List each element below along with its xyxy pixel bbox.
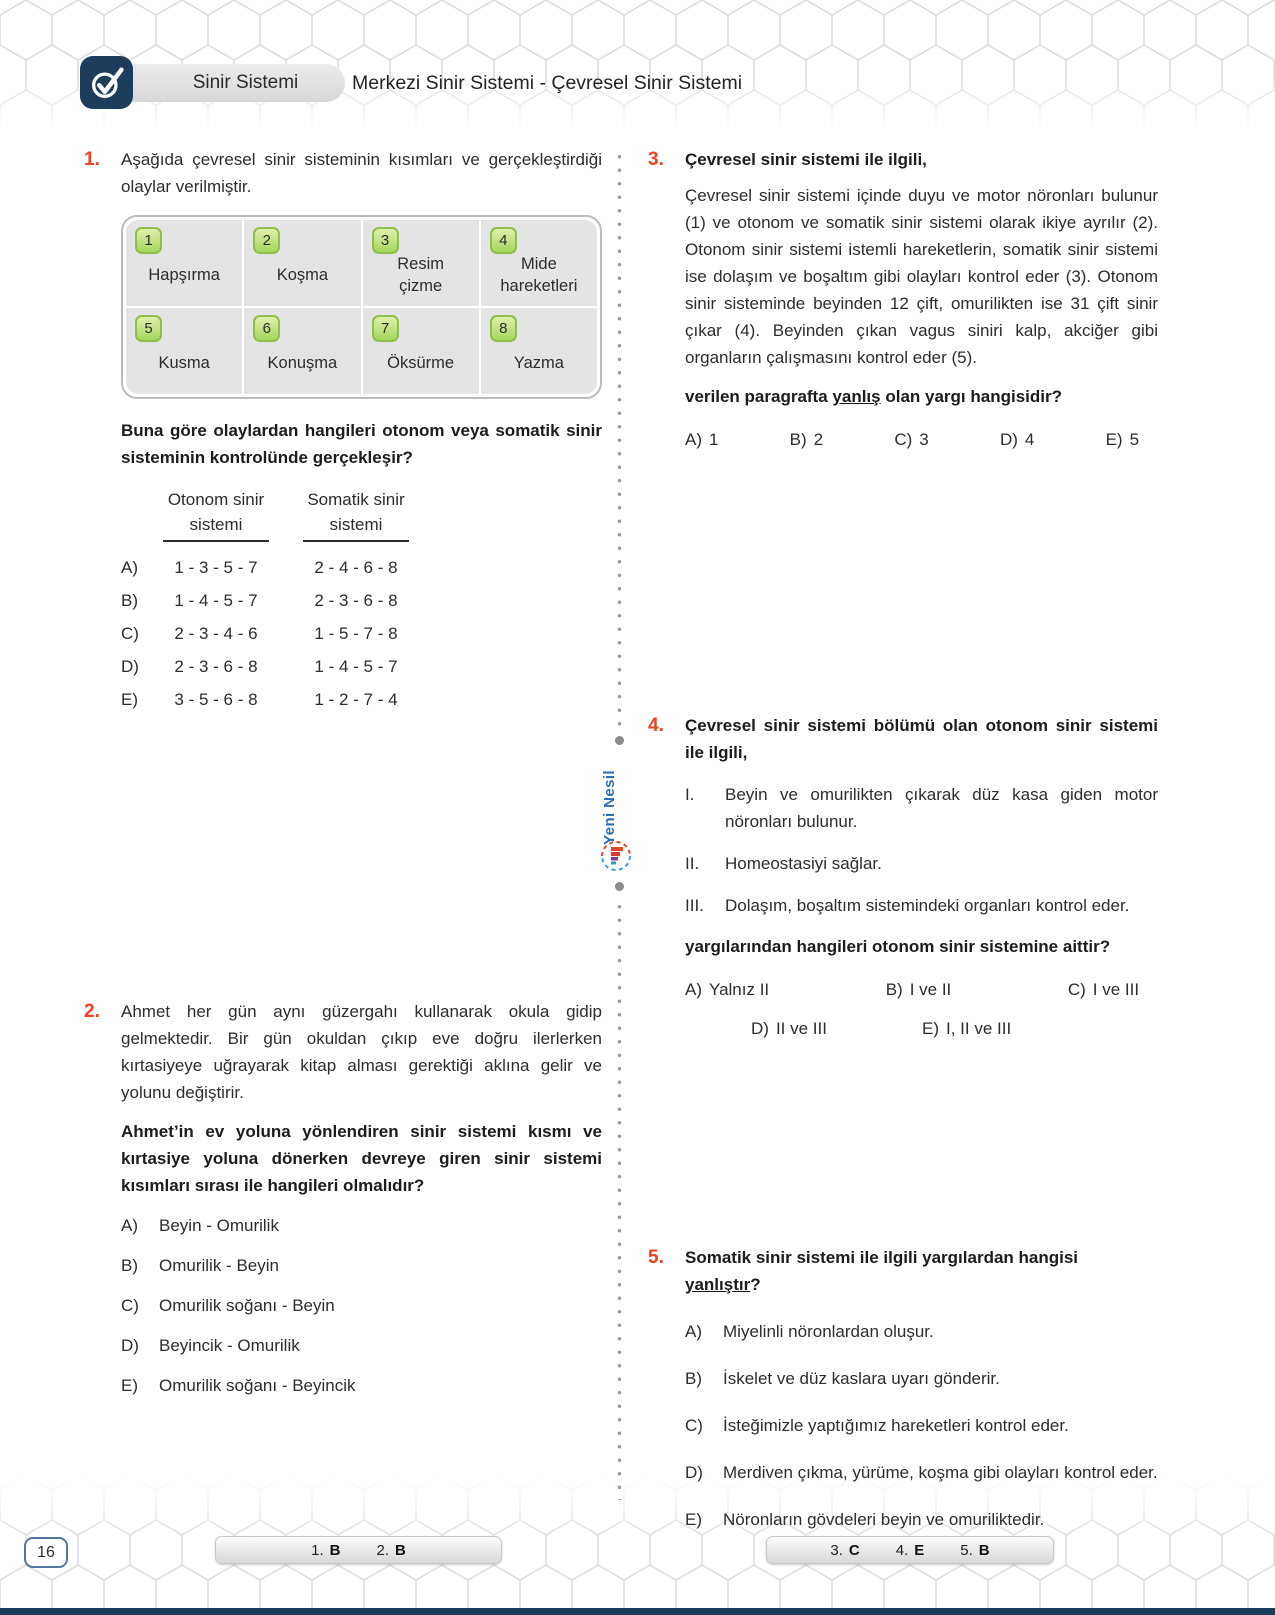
option-b: B) I ve II — [885, 980, 952, 999]
statement-2: II. Homeostasiyi sağlar. — [685, 850, 1158, 877]
answer-row-d: D) 2 - 3 - 6 - 8 1 - 4 - 5 - 7 — [121, 650, 602, 683]
column-divider-dotted — [617, 150, 622, 730]
statement-3: III. Dolaşım, boşaltım sistemindeki organları kontrol eder. — [685, 892, 1158, 919]
column-divider-dotted — [617, 900, 622, 1500]
question-4 — [648, 712, 1158, 1042]
option-c: C) I ve III — [1067, 980, 1140, 999]
question-4-prompt: yargılarından hangileri otonom sinir sistemine aittir? — [685, 937, 1111, 956]
left-column — [84, 146, 602, 1506]
option-text: Miyelinli nöronlardan oluşur. — [723, 1322, 934, 1341]
option-text: Merdiven çıkma, yürüme, koşma gibi olayları kontrol eder. — [723, 1463, 1158, 1482]
answer-key-left — [215, 1536, 502, 1564]
grid-cell-4: 4 Mide hareketleri — [481, 220, 597, 306]
table-header-somatik: Somatik sinir sistemi — [301, 487, 411, 542]
option-e — [685, 1506, 1158, 1533]
yeni-nesil-icon — [598, 838, 634, 879]
question-3-number: 3. — [648, 149, 664, 170]
option-d: D) II ve III — [751, 1019, 827, 1038]
cell-number-badge: 8 — [490, 315, 517, 342]
cell-label: Öksürme — [387, 354, 455, 372]
option-letter: B) — [121, 1256, 138, 1275]
option-b: B) 2 — [789, 430, 824, 449]
check-circle-icon — [87, 63, 127, 103]
cell-label: Kusma — [158, 354, 210, 372]
cell-number-badge: 6 — [253, 315, 280, 342]
unit-title-pill — [102, 64, 345, 102]
bottom-navy-bar — [0, 1608, 1275, 1615]
answer-row-a: A) 1 - 3 - 5 - 7 2 - 4 - 6 - 8 — [121, 551, 602, 584]
question-4-intro: Çevresel sinir sistemi bölümü olan otonom sinir sistemi ile ilgili, — [685, 716, 1158, 762]
answer-key-item: 2. B — [376, 1541, 406, 1559]
question-1-number: 1. — [84, 149, 100, 170]
option-a — [121, 1212, 602, 1239]
answer-key-item: 4. E — [895, 1541, 925, 1559]
question-3-options — [685, 426, 1139, 453]
unit-title: Sinir Sistemi — [192, 72, 299, 93]
option-letter: C) — [121, 1296, 139, 1315]
option-b — [121, 1252, 602, 1279]
publisher-logo — [80, 56, 133, 109]
question-2 — [84, 998, 602, 1399]
roman-numeral: III. — [685, 896, 704, 915]
question-5-prompt: Somatik sinir sistemi ile ilgili yargılardan hangisi yanlıştır? — [685, 1248, 1079, 1294]
grid-cell-3: 3 Resim çizme — [363, 220, 479, 306]
question-1-prompt: Buna göre olaylardan hangileri otonom veya somatik sinir sisteminin kontrolünde gerçekleşir? — [121, 421, 602, 467]
option-c — [121, 1292, 602, 1319]
option-letter: D) — [121, 657, 139, 676]
answer-key-item: 5. B — [960, 1541, 990, 1559]
question-1-intro: Aşağıda çevresel sinir sisteminin kısımları ve gerçekleştirdiği olaylar verilmiştir. — [121, 150, 602, 196]
cell-number-badge: 3 — [372, 227, 399, 254]
option-text: İsteğimizle yaptığımız hareketleri kontrol eder. — [723, 1416, 1069, 1435]
option-letter: C) — [685, 1416, 703, 1435]
lesson-title: Merkezi Sinir Sistemi - Çevresel Sinir Sistemi — [352, 71, 743, 94]
option-letter: A) — [685, 1322, 702, 1341]
question-4-options-row1 — [685, 976, 1139, 1003]
question-3-prompt: verilen paragrafta yanlış olan yargı hangisidir? — [685, 387, 1062, 406]
option-letter: D) — [121, 1336, 139, 1355]
option-text: Omurilik soğanı - Beyincik — [159, 1376, 356, 1395]
question-2-prompt: Ahmet’in ev yoluna yönlendiren sinir sistemi kısmı ve kırtasiye yoluna dönerken devreye giren sinir sistemi kısımları sırası ile hangileri olmalıdır? — [121, 1122, 602, 1195]
option-letter: E) — [121, 1376, 138, 1395]
question-3 — [648, 146, 1158, 453]
option-e — [121, 1372, 602, 1399]
option-e: E) 5 — [1105, 430, 1140, 449]
grid-cell-8 — [481, 308, 597, 394]
yeni-nesil-wordmark: Yeni Nesil — [601, 770, 618, 845]
option-b — [685, 1365, 1158, 1392]
statement-1: I. Beyin ve omurilikten çıkarak düz kasa giden motor nöronları bulunur. — [685, 781, 1158, 835]
question-4-number: 4. — [648, 715, 664, 736]
right-column — [648, 146, 1158, 1529]
roman-numeral: I. — [685, 785, 695, 804]
option-d — [121, 1332, 602, 1359]
option-letter: D) — [685, 1463, 703, 1482]
cell-label: Koşma — [276, 266, 329, 284]
question-3-intro: Çevresel sinir sistemi ile ilgili, — [685, 150, 927, 169]
cell-number-badge: 5 — [135, 315, 162, 342]
option-text: Omurilik soğanı - Beyin — [159, 1296, 335, 1315]
cell-number-badge: 1 — [135, 227, 162, 254]
question-5 — [648, 1244, 1158, 1533]
option-letter: E) — [685, 1510, 702, 1529]
cell-label: Yazma — [513, 354, 564, 372]
option-letter: E) — [121, 690, 138, 709]
option-letter: B) — [685, 1369, 702, 1388]
grid-cell-1 — [126, 220, 242, 306]
answer-key-item: 1. B — [311, 1541, 341, 1559]
option-letter: A) — [121, 558, 138, 577]
roman-numeral: II. — [685, 854, 700, 873]
table-header-otonom: Otonom sinir sistemi — [161, 487, 271, 542]
cell-number-badge: 4 — [490, 227, 517, 254]
cell-label: Konuşma — [267, 354, 338, 372]
cell-label: Hapşırma — [148, 266, 220, 284]
option-c: C) 3 — [894, 430, 929, 449]
cell-label: Mide — [520, 255, 557, 273]
option-letter: B) — [121, 591, 138, 610]
page-number-badge: 16 — [24, 1537, 68, 1568]
option-a — [685, 1318, 1158, 1345]
question-2-text: Ahmet her gün aynı güzergahı kullanarak okula gidip gelmektedir. Bir gün okuldan çıkıp eve doğru ilerlerken kırtasiyeye uğrayarak kitap alması gerektiği aklına gelir ve yolunu değiştirir. — [121, 1002, 602, 1102]
option-letter: C) — [121, 624, 139, 643]
option-text: İskelet ve düz kaslara uyarı gönderir. — [723, 1369, 1000, 1388]
answer-row-e: E) 3 - 5 - 6 - 8 1 - 2 - 7 - 4 — [121, 683, 602, 716]
option-d — [685, 1459, 1158, 1486]
option-c — [685, 1412, 1158, 1439]
question-5-number: 5. — [648, 1247, 664, 1268]
option-e: E) I, II ve III — [921, 1019, 1012, 1038]
cell-label: Resim — [397, 255, 444, 273]
grid-cell-5 — [126, 308, 242, 394]
cell-number-badge: 2 — [253, 227, 280, 254]
option-a: A) Yalnız II — [685, 980, 770, 999]
answer-table — [121, 487, 602, 716]
option-text: Omurilik - Beyin — [159, 1256, 279, 1275]
divider-dot — [615, 882, 624, 891]
option-text: Beyin - Omurilik — [159, 1216, 279, 1235]
divider-dot — [615, 736, 624, 745]
question-4-options-row2 — [685, 1015, 1158, 1042]
option-text: Beyincik - Omurilik — [159, 1336, 300, 1355]
option-text: Nöronların gövdeleri beyin ve omuriliktedir. — [723, 1510, 1045, 1529]
question-2-number: 2. — [84, 1001, 100, 1022]
answer-row-c: C) 2 - 3 - 4 - 6 1 - 5 - 7 - 8 — [121, 617, 602, 650]
option-d: D) 4 — [999, 430, 1035, 449]
answer-row-b: B) 1 - 4 - 5 - 7 2 - 3 - 6 - 8 — [121, 584, 602, 617]
answer-key-item: 3. C — [830, 1541, 860, 1559]
question-3-paragraph: Çevresel sinir sistemi içinde duyu ve motor nöronları bulunur (1) ve otonom ve somatik sinir sistemi olarak ikiye ayrılır (2). Otonom sinir sistemi istemli hareketlerin, somatik sinir sistemi ise dolaşım ve boşaltım gibi olayları kontrol eder (3). Otonom sinir sisteminde beyinden 12 çift, omurilikten ise 31 çift sinir çıkar (4). Beyinden çıkan vagus siniri kalp, akciğer gibi organların çalışmasını kontrol eder (5). — [685, 186, 1158, 367]
grid-cell-2 — [244, 220, 360, 306]
events-grid — [121, 215, 602, 399]
grid-cell-6 — [244, 308, 360, 394]
cell-number-badge: 7 — [372, 315, 399, 342]
option-letter: A) — [121, 1216, 138, 1235]
answer-key-right — [766, 1536, 1054, 1564]
option-a: A) 1 — [685, 430, 719, 449]
grid-cell-7 — [363, 308, 479, 394]
question-1 — [84, 146, 602, 716]
